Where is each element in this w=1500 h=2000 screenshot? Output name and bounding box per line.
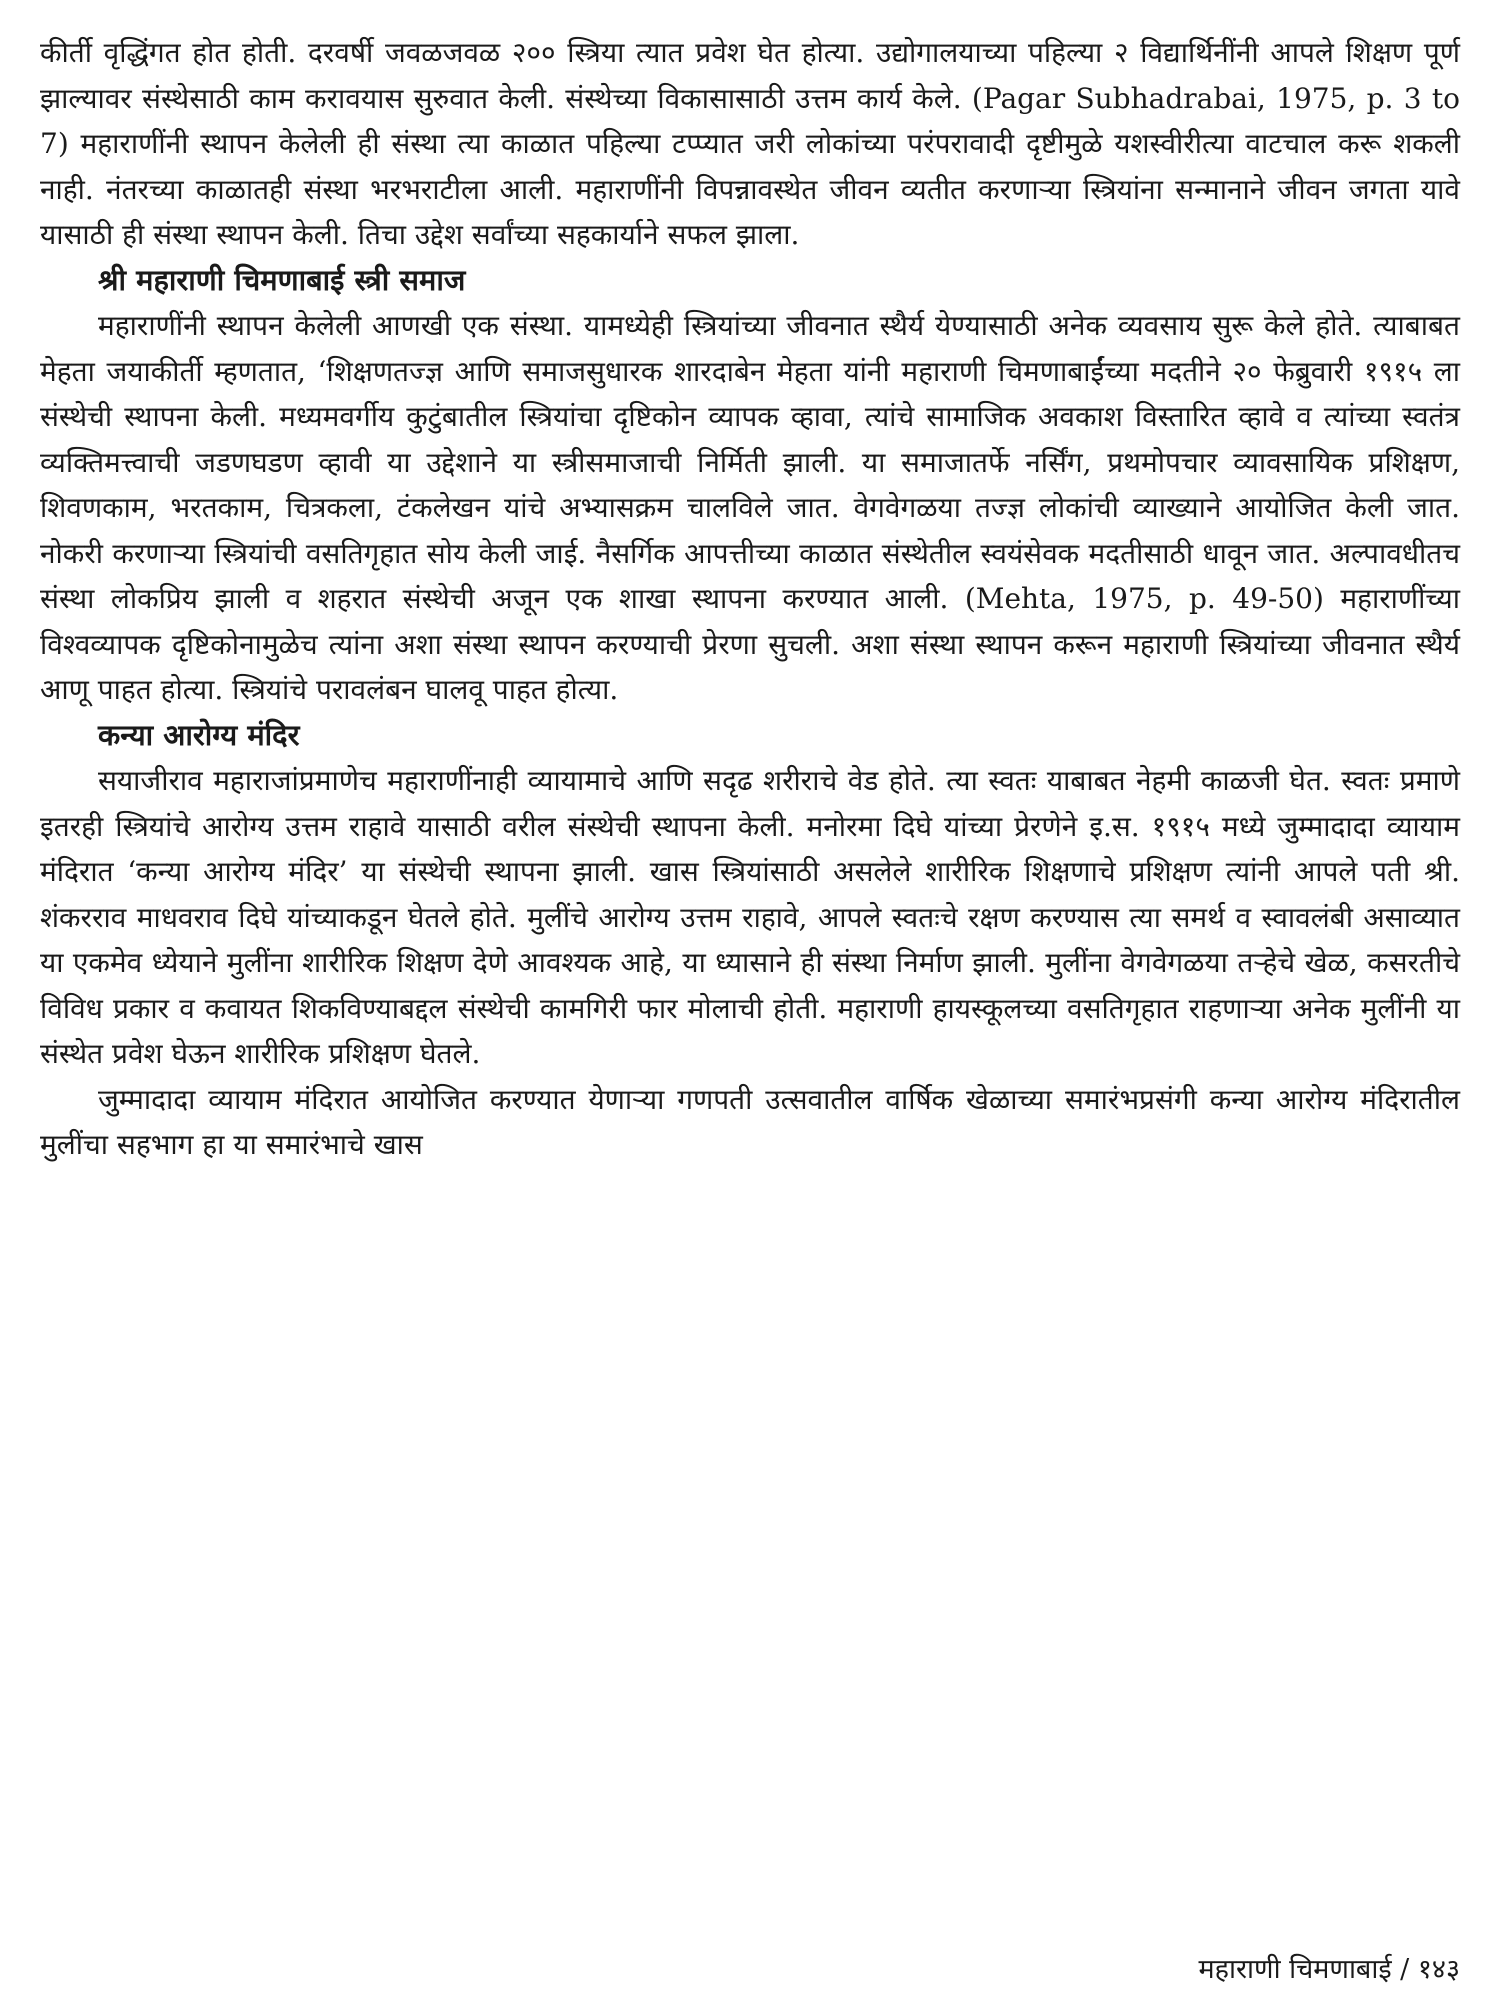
paragraph-stree-samaj: महाराणींनी स्थापन केलेली आणखी एक संस्था. यामध्येही स्त्रियांच्या जीवनात स्थैर्य येण्यासाठी अनेक व्यवसाय सुरू केले होते. त्याबाबत मेहता जयाकीर्ती म्हणतात, ‘शिक्षणतज्ज्ञ आणि समाजसुधारक शारदाबेन मेहता यांनी महाराणी चिमणाबाईंच्या मदतीने २० फेब्रुवारी १९१५ ला संस्थेची स्थापना केली. मध्यमवर्गीय कुटुंबातील स्त्रियांचा दृष्टिकोन व्यापक व्हावा, त्यांचे सामाजिक अवकाश विस्तारित व्हावे व त्यांच्या स्वतंत्र व्यक्तिमत्त्वाची जडणघडण व्हावी या उद्देशाने या स्त्रीसमाजाची निर्मिती झाली. या समाजातर्फे नर्सिंग, प्रथमोपचार व्यावसायिक प्रशिक्षण, शिवणकाम, भरतकाम, चित्रकला, टंकलेखन यांचे अभ्यासक्रम चालविले जात. वेगवेगळया तज्ज्ञ लोकांची व्याख्याने आयोजित केली जात. नोकरी करणाऱ्या स्त्रियांची वसतिगृहात सोय केली जाई. नैसर्गिक आपत्तीच्या काळात संस्थेतील स्वयंसेवक मदतीसाठी धावून जात. अल्पावधीतच संस्था लोकप्रिय झाली व शहरात संस्थेची अजून एक शाखा स्थापना करण्यात आली. (Mehta, 1975, p. 49-50) महाराणींच्या विश्वव्यापक दृष्टिकोनामुळेच त्यांना अशा संस्था स्थापन करण्याची प्रेरणा सुचली. अशा संस्था स्थापन करून महाराणी स्त्रियांच्या जीवनात स्थैर्य आणू पाहत होत्या. स्त्रियांचे परावलंबन घालवू पाहत होत्या. — [40, 309, 1460, 706]
paragraph-continuation: कीर्ती वृद्धिंगत होत होती. दरवर्षी जवळजवळ २०० स्त्रिया त्यात प्रवेश घेत होत्या. उद्योगालयाच्या पहिल्या २ विद्यार्थिनींनी आपले शिक्षण पूर्ण झाल्यावर संस्थेसाठी काम करावयास सुरुवात केली. संस्थेच्या विकासासाठी उत्तम कार्य केले. (Pagar Subhadrabai, 1975, p. 3 to 7) महाराणींनी स्थापन केलेली ही संस्था त्या काळात पहिल्या टप्प्यात जरी लोकांच्या परंपरावादी दृष्टीमुळे यशस्वीरीत्या वाटचाल करू शकली नाही. नंतरच्या काळातही संस्था भरभराटीला आली. महाराणींनी विपन्नावस्थेत जीवन व्यतीत करणाऱ्या स्त्रियांना सन्मानाने जीवन जगता यावे यासाठी ही संस्था स्थापन केली. तिचा उद्देश सर्वांच्या सहकार्याने सफल झाला. — [40, 36, 1460, 251]
page-footer-running-title: महाराणी चिमणाबाई / १४३ — [1198, 1954, 1460, 1985]
page-body — [40, 30, 1460, 1168]
paragraph-kanya-arogya-mandir: सयाजीराव महाराजांप्रमाणेच महाराणींनाही व्यायामाचे आणि सदृढ शरीराचे वेड होते. त्या स्वतः याबाबत नेहमी काळजी घेत. स्वतः प्रमाणे इतरही स्त्रियांचे आरोग्य उत्तम राहावे यासाठी वरील संस्थेची स्थापना केली. मनोरमा दिघे यांच्या प्रेरणेने इ.स. १९१५ मध्ये जुम्मादादा व्यायाम मंदिरात ‘कन्या आरोग्य मंदिर’ या संस्थेची स्थापना झाली. खास स्त्रियांसाठी असलेले शारीरिक शिक्षणाचे प्रशिक्षण त्यांनी आपले पती श्री. शंकरराव माधवराव दिघे यांच्याकडून घेतले होते. मुलींचे आरोग्य उत्तम राहावे, आपले स्वतःचे रक्षण करण्यास त्या समर्थ व स्वावलंबी असाव्यात या एकमेव ध्येयाने मुलींना शारीरिक शिक्षण देणे आवश्यक आहे, या ध्यासाने ही संस्था निर्माण झाली. मुलींना वेगवेगळया तऱ्हेचे खेळ, कसरतीचे विविध प्रकार व कवायत शिकविण्याबद्दल संस्थेची कामगिरी फार मोलाची होती. महाराणी हायस्कूलच्या वसतिगृहात राहणाऱ्या अनेक मुलींनी या संस्थेत प्रवेश घेऊन शारीरिक प्रशिक्षण घेतले. — [40, 764, 1460, 1070]
section-heading-stree-samaj: श्री महाराणी चिमणाबाई स्त्री समाज — [98, 262, 466, 297]
paragraph-ganpati-utsav: जुम्मादादा व्यायाम मंदिरात आयोजित करण्यात येणाऱ्या गणपती उत्सवातील वार्षिक खेळाच्या समारंभप्रसंगी कन्या आरोग्य मंदिरातील मुलींचा सहभाग हा या समारंभाचे खास — [40, 1082, 1460, 1161]
section-heading-kanya-arogya-mandir: कन्या आरोग्य मंदिर — [98, 717, 300, 752]
